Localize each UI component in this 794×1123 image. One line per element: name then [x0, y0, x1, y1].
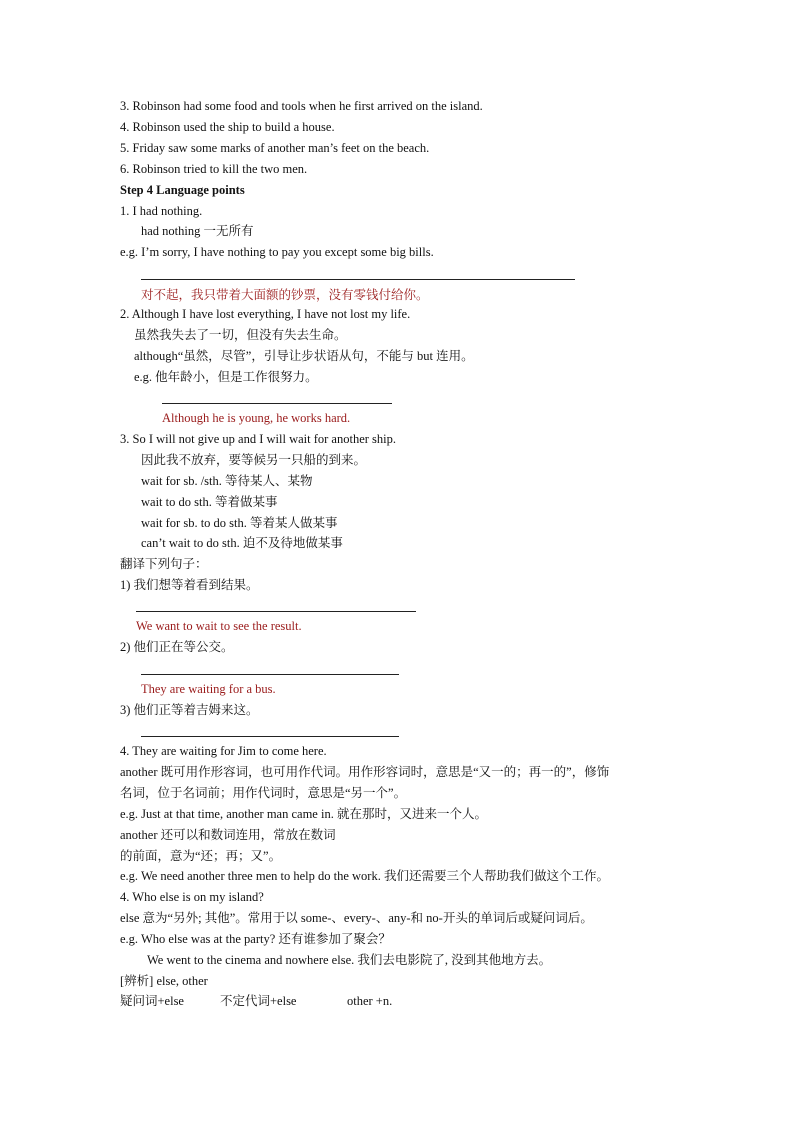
text-line: although“虽然，尽管”，引导让步状语从句，不能与 but 连用。	[134, 349, 474, 363]
text-line: e.g. I’m sorry, I have nothing to pay you except some big bills.	[120, 245, 434, 259]
text-line: 的前面，意为“还；再；又”。	[120, 849, 282, 863]
text-line: 2. Although I have lost everything, I have not lost my life.	[120, 307, 411, 321]
text-line: 3. So I will not give up and I will wait for another ship.	[120, 432, 397, 446]
text-line: 虽然我失去了一切，但没有失去生命。	[134, 328, 347, 342]
text-line: wait to do sth. 等着做某事	[141, 495, 278, 509]
text-line: wait for sb. to do sth. 等着某人做某事	[141, 516, 338, 530]
text-line: 4. Who else is on my island?	[120, 890, 264, 904]
text-line: e.g. 他年龄小，但是工作很努力。	[134, 370, 318, 384]
text-line: 3) 他们正等着吉姆来这。	[120, 703, 259, 717]
answer-text: They are waiting for a bus.	[141, 682, 276, 696]
answer-underline	[136, 611, 416, 612]
text-line: 因此我不放弃，要等候另一只船的到来。	[141, 453, 367, 467]
text-line: 6. Robinson tried to kill the two men.	[120, 162, 308, 176]
answer-text: We want to wait to see the result.	[136, 619, 302, 633]
text-line: 1. I had nothing.	[120, 204, 203, 218]
text-line: else 意为“另外; 其他”。常用于以 some-、every-、any-和 no-开头的单词后或疑问词后。	[120, 911, 593, 925]
answer-underline	[141, 279, 575, 280]
text-line: another 还可以和数词连用，常放在数词	[120, 828, 336, 842]
text-line: 4. Robinson used the ship to build a house.	[120, 120, 335, 134]
text-line: 名词，位于名词前；用作代词时，意思是“另一个”。	[120, 786, 407, 800]
text-line: wait for sb. /sth. 等待某人、某物	[141, 474, 313, 488]
answer-underline	[162, 403, 392, 404]
text-line: can’t wait to do sth. 迫不及待地做某事	[141, 536, 343, 550]
comparison-cell: 疑问词+else	[120, 994, 184, 1008]
text-line: [辨析] else, other	[120, 974, 208, 988]
text-line: e.g. We need another three men to help do the work. 我们还需要三个人帮助我们做这个工作。	[120, 869, 609, 883]
text-line: 1) 我们想等着看到结果。	[120, 578, 259, 592]
text-line: 4. They are waiting for Jim to come here.	[120, 744, 327, 758]
text-line: e.g. Just at that time, another man came in. 就在那时，又进来一个人。	[120, 807, 487, 821]
text-line: We went to the cinema and nowhere else. 我们去电影院了, 没到其他地方去。	[147, 953, 552, 967]
text-line: 翻译下列句子：	[120, 557, 208, 571]
section-heading: Step 4 Language points	[120, 183, 245, 197]
comparison-cell: 不定代词+else	[220, 994, 297, 1008]
comparison-cell: other +n.	[347, 994, 393, 1008]
text-line: 3. Robinson had some food and tools when he first arrived on the island.	[120, 99, 483, 113]
text-line: 2) 他们正在等公交。	[120, 640, 234, 654]
answer-underline	[141, 736, 399, 737]
answer-text: 对不起，我只带着大面额的钞票，没有零钱付给你。	[141, 288, 429, 302]
text-line: e.g. Who else was at the party? 还有谁参加了聚会？	[120, 932, 391, 946]
answer-underline	[141, 674, 399, 675]
answer-text: Although he is young, he works hard.	[162, 411, 351, 425]
text-line: had nothing 一无所有	[141, 224, 254, 238]
text-line: 5. Friday saw some marks of another man’s feet on the beach.	[120, 141, 430, 155]
text-line: another 既可用作形容词，也可用作代词。用作形容词时，意思是“又一的；再一的”，修饰	[120, 765, 610, 779]
